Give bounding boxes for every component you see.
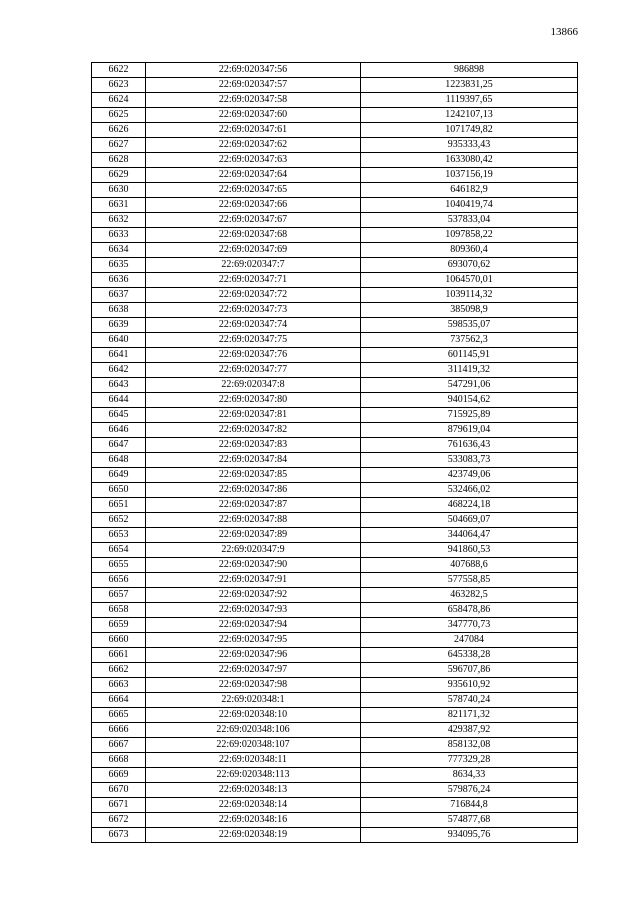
table-row [92, 543, 578, 558]
cadastral-value: 429387,92 [361, 723, 578, 738]
cadastral-number: 22:69:020347:8 [146, 378, 361, 393]
cadastral-value: 1119397,65 [361, 93, 578, 108]
cadastral-number: 22:69:020347:62 [146, 138, 361, 153]
table-row [92, 168, 578, 183]
cadastral-value: 935610,92 [361, 678, 578, 693]
table-row [92, 228, 578, 243]
table-row [92, 633, 578, 648]
cadastral-value: 1071749,82 [361, 123, 578, 138]
table-row [92, 513, 578, 528]
cadastral-number: 22:69:020348:113 [146, 768, 361, 783]
cadastral-number: 22:69:020347:71 [146, 273, 361, 288]
row-number: 6635 [92, 258, 146, 273]
table-row [92, 753, 578, 768]
table-row [92, 588, 578, 603]
cadastral-number: 22:69:020348:1 [146, 693, 361, 708]
row-number: 6651 [92, 498, 146, 513]
cadastral-number: 22:69:020348:14 [146, 798, 361, 813]
row-number: 6655 [92, 558, 146, 573]
row-number: 6671 [92, 798, 146, 813]
cadastral-value: 347770,73 [361, 618, 578, 633]
cadastral-number: 22:69:020348:13 [146, 783, 361, 798]
cadastral-value: 693070,62 [361, 258, 578, 273]
row-number: 6646 [92, 423, 146, 438]
cadastral-value: 940154,62 [361, 393, 578, 408]
cadastral-number: 22:69:020347:81 [146, 408, 361, 423]
row-number: 6627 [92, 138, 146, 153]
cadastral-value: 777329,28 [361, 753, 578, 768]
cadastral-value: 1223831,25 [361, 78, 578, 93]
table-row [92, 768, 578, 783]
table-body [92, 63, 578, 843]
row-number: 6632 [92, 213, 146, 228]
row-number: 6665 [92, 708, 146, 723]
row-number: 6637 [92, 288, 146, 303]
table-row [92, 123, 578, 138]
cadastral-value: 533083,73 [361, 453, 578, 468]
cadastral-number: 22:69:020347:64 [146, 168, 361, 183]
cadastral-value: 935333,43 [361, 138, 578, 153]
table-row [92, 798, 578, 813]
table-row [92, 273, 578, 288]
row-number: 6672 [92, 813, 146, 828]
table-row [92, 243, 578, 258]
table-row [92, 318, 578, 333]
row-number: 6625 [92, 108, 146, 123]
cadastral-value: 858132,08 [361, 738, 578, 753]
table-row [92, 813, 578, 828]
cadastral-value: 596707,86 [361, 663, 578, 678]
row-number: 6667 [92, 738, 146, 753]
table-row [92, 93, 578, 108]
table-row [92, 483, 578, 498]
cadastral-value: 737562,3 [361, 333, 578, 348]
row-number: 6673 [92, 828, 146, 843]
cadastral-number: 22:69:020347:56 [146, 63, 361, 78]
cadastral-value: 344064,47 [361, 528, 578, 543]
table-row [92, 663, 578, 678]
cadastral-value: 986898 [361, 63, 578, 78]
cadastral-number: 22:69:020347:87 [146, 498, 361, 513]
row-number: 6658 [92, 603, 146, 618]
row-number: 6623 [92, 78, 146, 93]
cadastral-number: 22:69:020348:106 [146, 723, 361, 738]
cadastral-value: 715925,89 [361, 408, 578, 423]
cadastral-value: 941860,53 [361, 543, 578, 558]
cadastral-value: 601145,91 [361, 348, 578, 363]
table-row [92, 138, 578, 153]
cadastral-number: 22:69:020348:16 [146, 813, 361, 828]
cadastral-number: 22:69:020347:94 [146, 618, 361, 633]
cadastral-value: 468224,18 [361, 498, 578, 513]
row-number: 6642 [92, 363, 146, 378]
row-number: 6648 [92, 453, 146, 468]
table-row [92, 408, 578, 423]
cadastral-number: 22:69:020347:65 [146, 183, 361, 198]
cadastral-number: 22:69:020347:69 [146, 243, 361, 258]
table-row [92, 468, 578, 483]
cadastral-value: 646182,9 [361, 183, 578, 198]
cadastral-value: 532466,02 [361, 483, 578, 498]
cadastral-number: 22:69:020347:91 [146, 573, 361, 588]
table-row [92, 648, 578, 663]
table-row [92, 183, 578, 198]
cadastral-value: 809360,4 [361, 243, 578, 258]
row-number: 6636 [92, 273, 146, 288]
cadastral-number: 22:69:020347:74 [146, 318, 361, 333]
cadastral-value: 879619,04 [361, 423, 578, 438]
row-number: 6638 [92, 303, 146, 318]
table-row [92, 363, 578, 378]
cadastral-value: 1064570,01 [361, 273, 578, 288]
table-row [92, 258, 578, 273]
row-number: 6633 [92, 228, 146, 243]
row-number: 6626 [92, 123, 146, 138]
cadastral-number: 22:69:020348:11 [146, 753, 361, 768]
cadastral-value: 645338,28 [361, 648, 578, 663]
table-row [92, 783, 578, 798]
cadastral-number: 22:69:020347:68 [146, 228, 361, 243]
table-row [92, 78, 578, 93]
cadastral-number: 22:69:020348:19 [146, 828, 361, 843]
row-number: 6624 [92, 93, 146, 108]
cadastral-number: 22:69:020347:63 [146, 153, 361, 168]
cadastral-value: 1037156,19 [361, 168, 578, 183]
cadastral-number: 22:69:020347:89 [146, 528, 361, 543]
table-row [92, 333, 578, 348]
cadastral-value: 1633080,42 [361, 153, 578, 168]
cadastral-number: 22:69:020347:84 [146, 453, 361, 468]
row-number: 6652 [92, 513, 146, 528]
table-row [92, 198, 578, 213]
table-row [92, 153, 578, 168]
cadastral-number: 22:69:020347:90 [146, 558, 361, 573]
row-number: 6668 [92, 753, 146, 768]
row-number: 6659 [92, 618, 146, 633]
cadastral-number: 22:69:020347:9 [146, 543, 361, 558]
cadastral-number: 22:69:020347:67 [146, 213, 361, 228]
row-number: 6657 [92, 588, 146, 603]
table-row [92, 723, 578, 738]
table-row [92, 558, 578, 573]
cadastral-number: 22:69:020347:57 [146, 78, 361, 93]
row-number: 6641 [92, 348, 146, 363]
cadastral-value: 574877,68 [361, 813, 578, 828]
cadastral-value: 598535,07 [361, 318, 578, 333]
table-row [92, 678, 578, 693]
cadastral-value: 1039114,32 [361, 288, 578, 303]
table-row [92, 453, 578, 468]
row-number: 6669 [92, 768, 146, 783]
cadastral-number: 22:69:020347:82 [146, 423, 361, 438]
cadastral-value: 1097858,22 [361, 228, 578, 243]
row-number: 6622 [92, 63, 146, 78]
cadastral-value: 311419,32 [361, 363, 578, 378]
table-row [92, 63, 578, 78]
row-number: 6628 [92, 153, 146, 168]
page-number: 13866 [550, 26, 578, 38]
cadastral-value: 761636,43 [361, 438, 578, 453]
row-number: 6640 [92, 333, 146, 348]
cadastral-value: 463282,5 [361, 588, 578, 603]
row-number: 6629 [92, 168, 146, 183]
table-row [92, 693, 578, 708]
table-row [92, 213, 578, 228]
table-row [92, 573, 578, 588]
cadastral-value: 579876,24 [361, 783, 578, 798]
row-number: 6631 [92, 198, 146, 213]
row-number: 6663 [92, 678, 146, 693]
cadastral-number: 22:69:020347:7 [146, 258, 361, 273]
row-number: 6630 [92, 183, 146, 198]
cadastral-number: 22:69:020347:92 [146, 588, 361, 603]
cadastral-value: 8634,33 [361, 768, 578, 783]
cadastral-value: 247084 [361, 633, 578, 648]
table-row [92, 378, 578, 393]
cadastral-number: 22:69:020347:83 [146, 438, 361, 453]
cadastral-number: 22:69:020347:76 [146, 348, 361, 363]
cadastral-number: 22:69:020347:85 [146, 468, 361, 483]
cadastral-value: 537833,04 [361, 213, 578, 228]
table-row [92, 738, 578, 753]
cadastral-number: 22:69:020348:10 [146, 708, 361, 723]
row-number: 6645 [92, 408, 146, 423]
row-number: 6643 [92, 378, 146, 393]
row-number: 6634 [92, 243, 146, 258]
row-number: 6654 [92, 543, 146, 558]
cadastral-value: 1040419,74 [361, 198, 578, 213]
cadastral-value: 504669,07 [361, 513, 578, 528]
cadastral-value: 547291,06 [361, 378, 578, 393]
cadastral-number: 22:69:020347:75 [146, 333, 361, 348]
cadastral-number: 22:69:020347:73 [146, 303, 361, 318]
table-row [92, 288, 578, 303]
row-number: 6650 [92, 483, 146, 498]
row-number: 6666 [92, 723, 146, 738]
cadastral-number: 22:69:020347:97 [146, 663, 361, 678]
cadastral-number: 22:69:020348:107 [146, 738, 361, 753]
row-number: 6653 [92, 528, 146, 543]
table-row [92, 348, 578, 363]
table-row [92, 423, 578, 438]
row-number: 6644 [92, 393, 146, 408]
cadastral-number: 22:69:020347:77 [146, 363, 361, 378]
row-number: 6639 [92, 318, 146, 333]
table-row [92, 108, 578, 123]
cadastral-number: 22:69:020347:88 [146, 513, 361, 528]
cadastral-value: 658478,86 [361, 603, 578, 618]
row-number: 6656 [92, 573, 146, 588]
cadastral-number: 22:69:020347:60 [146, 108, 361, 123]
row-number: 6670 [92, 783, 146, 798]
cadastral-number: 22:69:020347:86 [146, 483, 361, 498]
cadastral-number: 22:69:020347:96 [146, 648, 361, 663]
table-row [92, 303, 578, 318]
cadastral-value: 716844,8 [361, 798, 578, 813]
cadastral-number: 22:69:020347:72 [146, 288, 361, 303]
cadastral-value: 407688,6 [361, 558, 578, 573]
table-row [92, 828, 578, 843]
row-number: 6661 [92, 648, 146, 663]
cadastral-number: 22:69:020347:61 [146, 123, 361, 138]
cadastral-value: 1242107,13 [361, 108, 578, 123]
cadastral-number: 22:69:020347:93 [146, 603, 361, 618]
cadastral-number: 22:69:020347:58 [146, 93, 361, 108]
cadastral-number: 22:69:020347:66 [146, 198, 361, 213]
row-number: 6662 [92, 663, 146, 678]
row-number: 6664 [92, 693, 146, 708]
registry-table [91, 62, 578, 843]
row-number: 6660 [92, 633, 146, 648]
table-row [92, 393, 578, 408]
cadastral-value: 578740,24 [361, 693, 578, 708]
cadastral-number: 22:69:020347:80 [146, 393, 361, 408]
table-row [92, 618, 578, 633]
table-row [92, 708, 578, 723]
table-row [92, 498, 578, 513]
cadastral-number: 22:69:020347:98 [146, 678, 361, 693]
table-row [92, 603, 578, 618]
cadastral-value: 385098,9 [361, 303, 578, 318]
table-row [92, 528, 578, 543]
cadastral-value: 821171,32 [361, 708, 578, 723]
cadastral-value: 577558,85 [361, 573, 578, 588]
cadastral-number: 22:69:020347:95 [146, 633, 361, 648]
row-number: 6647 [92, 438, 146, 453]
cadastral-value: 423749,06 [361, 468, 578, 483]
cadastral-value: 934095,76 [361, 828, 578, 843]
table-row [92, 438, 578, 453]
row-number: 6649 [92, 468, 146, 483]
